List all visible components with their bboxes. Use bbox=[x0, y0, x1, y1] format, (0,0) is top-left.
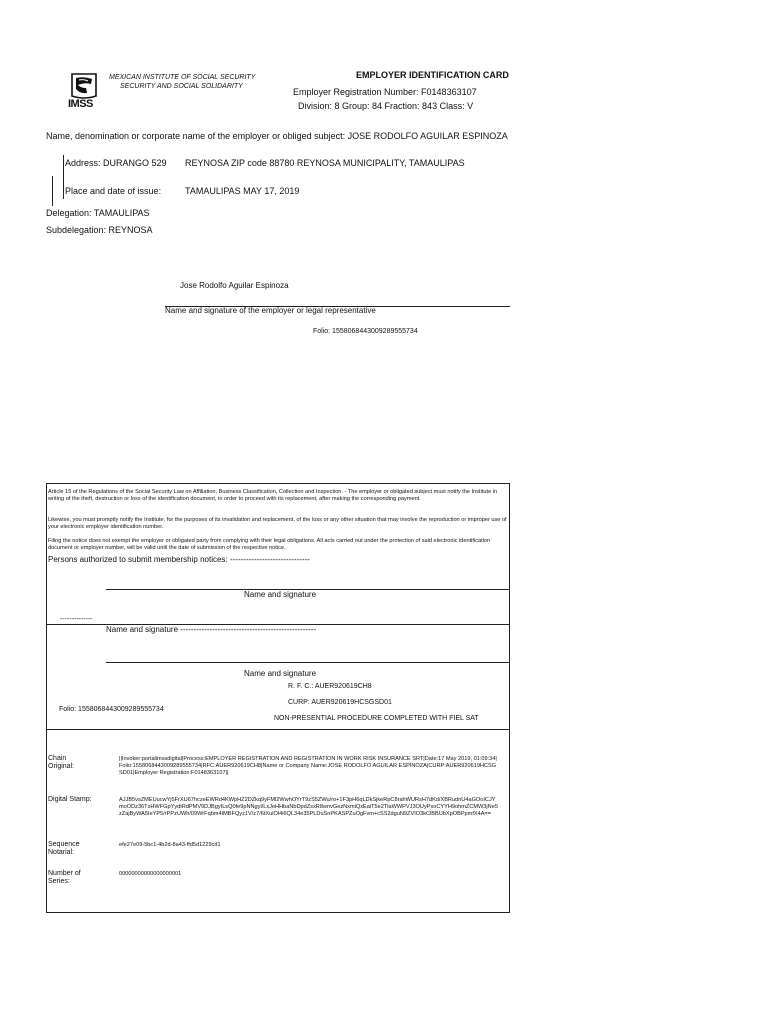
number-of-series-label: Number of Series: bbox=[48, 870, 81, 885]
name-signature-1: Name and signature bbox=[244, 590, 317, 599]
classification: Division: 8 Group: 84 Fraction: 843 Class: V bbox=[298, 101, 474, 111]
procedure-note: NON-PRESENTIAL PROCEDURE COMPLETED WITH FIEL SAT bbox=[274, 715, 479, 722]
chain-original-value: ||Invoker:portalimssdigital|Process:EMPLOYER REGISTRATION AND REGISTRATION IN WORK RISK INSURANCE SRT|Date:17 May 2019, 01:09:34|Folio:1558068443009289555734|RFC:AUER920619CH8|Name or Company Name:JOSE RODOLFO AGUILAR ESPINOZA|CURP:AUER920619HCSGSD01|Employer Registration:F0148363107|| bbox=[119, 756, 497, 776]
sequence-notarial-value: efe27e09-5bc1-4b2d-8a43-ffd5d1229cd1 bbox=[119, 842, 221, 848]
sequence-notarial-label: Sequence Notarial: bbox=[48, 841, 80, 856]
digital-stamp-label: Digital Stamp: bbox=[48, 796, 92, 803]
signature-caption: Name and signature of the employer or legal representative bbox=[165, 306, 376, 315]
number-of-series-value: 00000000000000000001 bbox=[119, 871, 182, 877]
likewise-notice: Likewise, you must promptly notify the Institute, for the purposes of its invalidation and replacement, of the loss or any other situation that may involve the reproduction or improper use of your electronic employer identification number. bbox=[48, 517, 507, 530]
subdelegation: Subdelegation: REYNOSA bbox=[46, 225, 153, 235]
institute-subtitle: SECURITY AND SOCIAL SOLIDARITY bbox=[120, 83, 243, 90]
curp: CURP: AUER920619HCSGSD01 bbox=[288, 699, 392, 706]
folio-bottom: Folio: 1558068443009289555734 bbox=[59, 706, 164, 713]
rfc: R. F. C.: AUER920619CH8 bbox=[288, 683, 372, 690]
logo-wordmark: IMSS bbox=[68, 98, 93, 110]
dash-separator: -------------- bbox=[60, 616, 93, 623]
address-bracket-divider-2 bbox=[52, 176, 53, 206]
signature-rule-2 bbox=[106, 662, 510, 663]
chain-original-label: Chain Original: bbox=[48, 755, 75, 770]
address-value: REYNOSA ZIP code 88780 REYNOSA MUNICIPALITY, TAMAULIPAS bbox=[185, 158, 465, 168]
signer-name: Jose Rodolfo Aguilar Espinoza bbox=[180, 281, 289, 290]
filing-notice: Filing the notice does not exempt the employer or obligated party from complying with their legal obligations. All acts carried out under the protection of said electronic identification document or employer number, will be valid until the date of submission of the respective notice. bbox=[48, 538, 491, 551]
persons-authorized: Persons authorized to submit membership notices: ------------------------------ bbox=[48, 555, 310, 564]
name-signature-2: Name and signature --------------------------------------------------- bbox=[106, 625, 317, 634]
card-title: EMPLOYER IDENTIFICATION CARD bbox=[356, 70, 509, 80]
section-divider-2 bbox=[46, 729, 510, 730]
issue-label: Place and date of issue: bbox=[65, 186, 162, 196]
delegation: Delegation: TAMAULIPAS bbox=[46, 208, 150, 218]
digital-stamp-value: AJJB5vsZMEUucwYj5FrXU67hczeEWRd4KWpHZ2DZkq9yFMl2WwhOYrT9zS5ZWu/ro+1F3pH6qLDkSjkeRpC8rahWURsH7dKd/XBRudnU4aGOoICJYmoODz36TxHWFGpYydtRdPMV9DJBgyILsQ0fe9pNNgyl/LxJeHHbaNbDpdZsxR8wnvGezNxmiQxEaiT5e2TlaWWPVJ3OUyPxoCYYH9ohmZCMW3jNe5zZajByWA5IeYP5/rPPzUWh/09WrFqbm4tMBFQyz1V/z7/6tXulOl4i6QL34e35PLDuSnPKASPZuOgFvm+cSS2dguN9ZVIO3kClBBUbXpOBPpmfX4A== bbox=[119, 797, 498, 817]
article-15-notice: Article 15 of the Regulations of the Social Security Law on Affiliation, Business Classification, Collection and Inspection. - The employer or obligated subject must notify the Institute in writing of the theft, destruction or loss of the identification document, in order to proceed with its replacement, after making the corresponding payment. bbox=[48, 489, 498, 502]
issue-value: TAMAULIPAS MAY 17, 2019 bbox=[185, 186, 300, 196]
institute-name: MEXICAN INSTITUTE OF SOCIAL SECURITY bbox=[109, 74, 256, 81]
folio-top: Folio: 1558068443009289555734 bbox=[313, 328, 418, 335]
name-signature-3: Name and signature bbox=[244, 669, 317, 678]
address-label: Address: DURANGO 529 bbox=[65, 158, 167, 168]
employer-name-line: Name, denomination or corporate name of the employer or obliged subject: JOSE RODOLFO AGUILAR ESPINOZA bbox=[46, 131, 508, 141]
employer-registration-number: Employer Registration Number: F0148363107 bbox=[293, 87, 477, 97]
imss-logo bbox=[66, 70, 104, 112]
address-bracket-divider bbox=[63, 155, 64, 199]
